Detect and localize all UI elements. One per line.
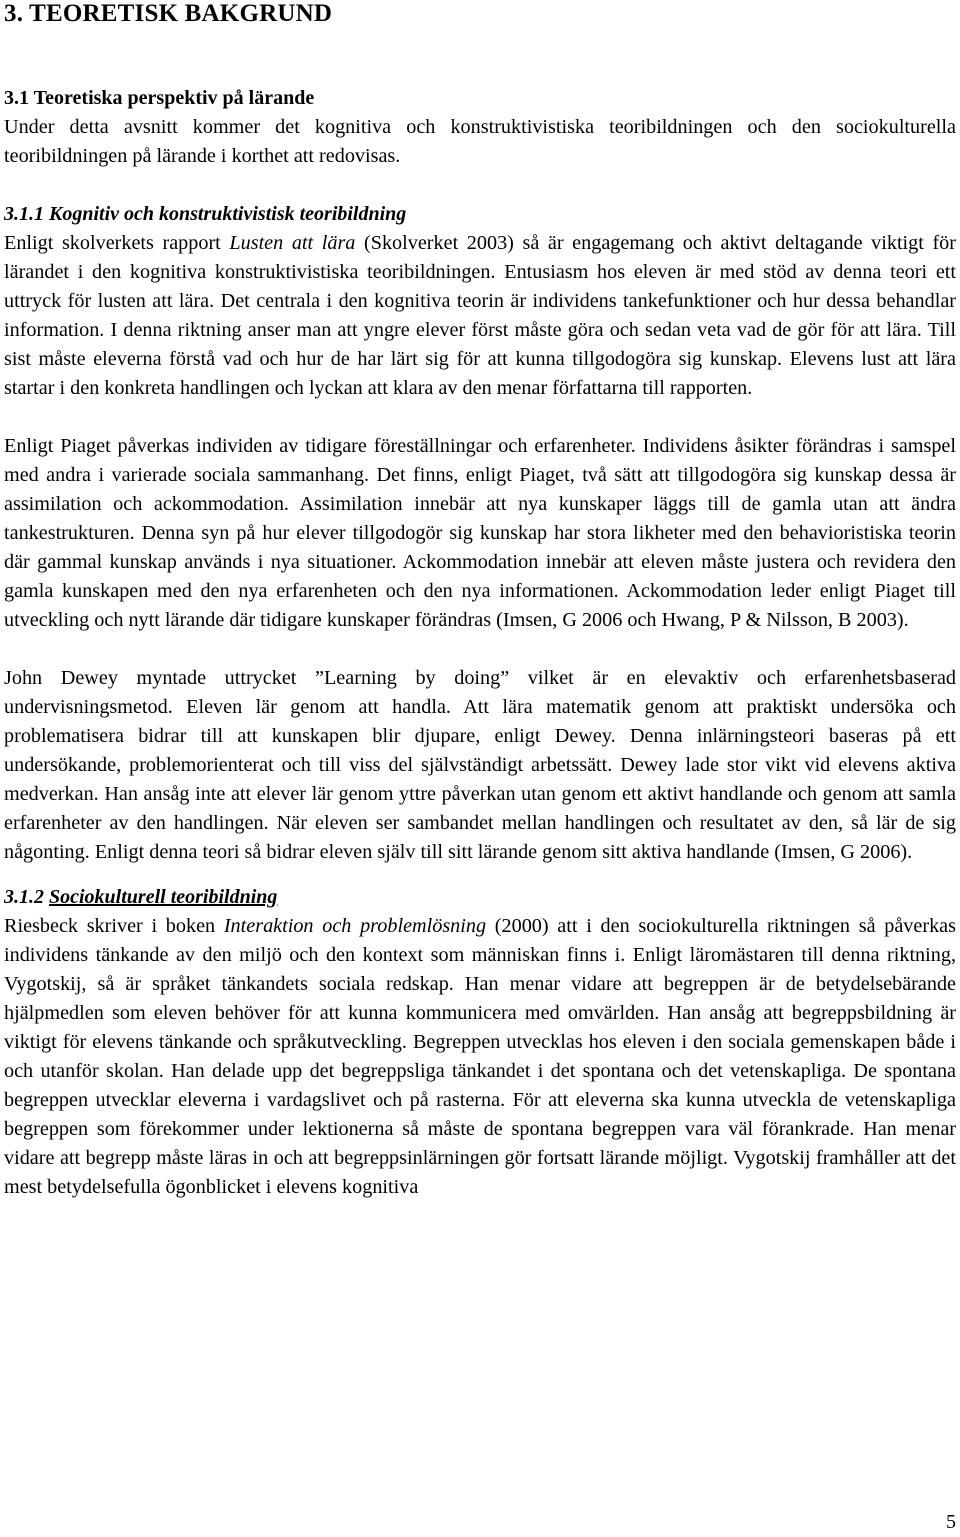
section-3-1-1-title: Kognitiv och konstruktivistisk teoribildning bbox=[49, 203, 407, 225]
report-title: Lusten att lära bbox=[229, 232, 356, 254]
paragraph-kognitiv-1-lead: Enligt skolverkets rapport bbox=[4, 232, 230, 254]
paragraph-dewey: John Dewey myntade uttrycket ”Learning by doing” vilket är en elevaktiv och erfarenhetsbaserad undervisningsmetod. Eleven lär genom att handla. Att lära matematik genom att praktiskt undersöka och problematisera bidrar till att kunskapen blir djupare, enligt Dewey. Denna inlärningsteori baseras på ett undersökande, problemorienterat och till viss del självständigt arbetssätt. Dewey lade stor vikt vid elevens aktiva medverkan. Han ansåg inte att elever lär genom yttre påverkan utan genom ett aktivt handlande och genom att samla erfarenheter av den handlingen. När eleven ser sambandet mellan handlingen och resultatet av den, så lär de sig någonting. Enligt denna teori så bidrar eleven själv till sitt lärande genom sitt aktiva handlande (Imsen, G 2006). bbox=[4, 667, 956, 863]
book-title: Interaktion och problemlösning bbox=[223, 915, 487, 937]
paragraph-kognitiv-1-rest: (Skolverket 2003) så är engagemang och aktivt deltagande viktigt för lärandet i den kognitiva konstruktivistiska teoribildningen. Entusiasm hos eleven är med stöd av denna teori ett uttryck för lusten att lära. Det centrala i den kognitiva teorin är individens tankefunktioner och hur dessa behandlar information. I denna riktning anser man att yngre elever först måste göra och sedan veta vad de gör för att lära. Till sist måste eleverna förstå vad och hur de har lärt sig för att kunna tillgodogöra sig kunskap. Elevens lust att lära startar i den konkreta handlingen och lyckan att klara av den menar författarna till rapporten. bbox=[4, 232, 956, 399]
paragraph-sociokulturell-lead: Riesbeck skriver i boken bbox=[4, 915, 224, 937]
chapter-title: 3. TEORETISK BAKGRUND bbox=[4, 0, 333, 27]
section-3-1-1-number: 3.1.1 bbox=[4, 203, 44, 225]
section-3-1-2-heading bbox=[4, 883, 956, 912]
paragraph-piaget: Enligt Piaget påverkas individen av tidigare föreställningar och erfarenheter. Individens åsikter förändras i samspel med andra i varierade sociala sammanhang. Det finns, enligt Piaget, två sätt att tillgodogöra sig kunskap dessa är assimilation och ackommodation. Assimilation innebär att nya kunskaper läggs till de gamla utan att ändra tankestrukturen. Denna syn på hur elever tillgodogör sig kunskap har stora likheter med den behavioristiska teorin där gammal kunskap används i nya situationer. Ackommodation innebär att eleven måste justera och revidera den gamla kunskapen med den nya erfarenheten och den nya informationen. Ackommodation leder enligt Piaget till utveckling och nytt lärande där tidigare kunskaper förändras (Imsen, G 2006 och Hwang, P & Nilsson, B 2003). bbox=[4, 435, 956, 631]
paragraph-sociokulturell-rest: (2000) att i den sociokulturella riktningen så påverkas individens tänkande av den miljö och den kontext som människan finns i. Enligt läromästaren till denna riktning, Vygotskij, så är språket tänkandets sociala redskap. Han menar vidare att begreppen är de betydelsebärande hjälpmedlen som eleven behöver för att kunna kommunicera med omvärlden. Han ansåg att begreppsbildning är viktigt för elevens tänkande och språkutveckling. Begreppen utvecklas hos eleven i den sociala gemenskapen både i och utanför skolan. Han delade upp det begreppsliga tänkandet i det spontana och det vetenskapliga. De spontana begreppen utvecklar eleverna i vardagslivet och på rasterna. För att eleverna ska kunna utveckla de vetenskapliga begreppen som förekommer under lektionerna så måste de spontana begreppen vara väl förankrade. Han menar vidare att begrepp måste läras in och att begreppsinlärningen gör fortsatt lärande möjligt. Vygotskij framhåller att det mest betydelsefulla ögonblicket i elevens kognitiva bbox=[4, 915, 956, 1198]
section-3-1-2-number: 3.1.2 bbox=[4, 886, 44, 908]
paragraph-kognitiv-1 bbox=[4, 229, 956, 403]
document-page bbox=[4, 0, 956, 1202]
section-3-1-intro: Under detta avsnitt kommer det kognitiva och konstruktivistiska teoribildningen och den sociokulturella teoribildningen på lärande i korthet att redovisas. bbox=[4, 116, 956, 167]
paragraph-sociokulturell bbox=[4, 912, 956, 1202]
page-number: 5 bbox=[946, 1511, 956, 1533]
section-3-1-title: 3.1 Teoretiska perspektiv på lärande bbox=[4, 87, 315, 109]
section-3-1-1-heading bbox=[4, 200, 956, 229]
section-3-1-2-title: Sociokulturell teoribildning bbox=[49, 886, 278, 908]
